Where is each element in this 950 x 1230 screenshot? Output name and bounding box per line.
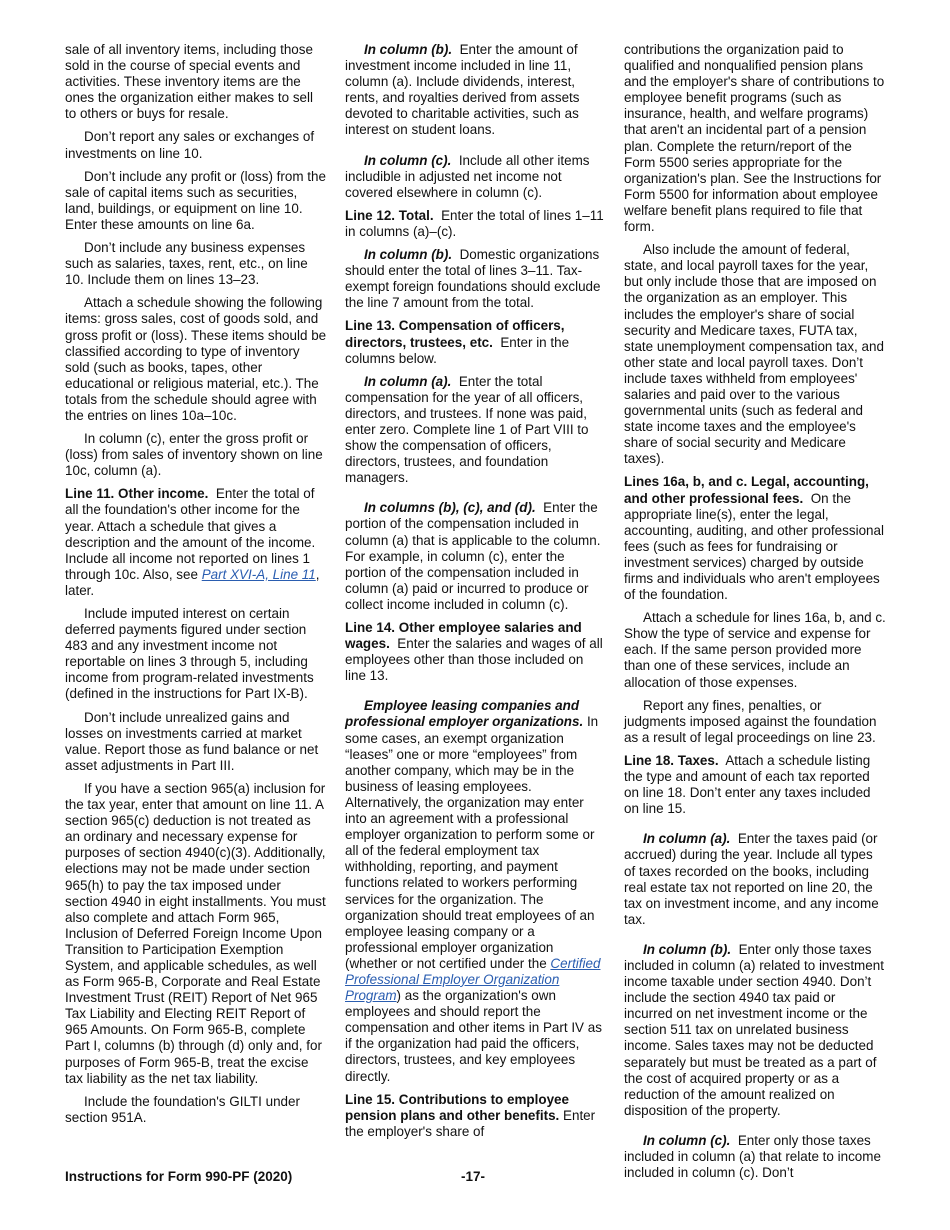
- paragraph: Don’t report any sales or exchanges of investments on line 10.: [65, 129, 315, 161]
- paragraph: Don’t include any business expenses such as salaries, taxes, rent, etc., on line 10. Include them on lines 13–23.: [65, 240, 308, 288]
- line-18-column-a-heading: In column (a).: [643, 831, 731, 847]
- paragraph: Don’t include any profit or (loss) from the sale of capital items such as securities, land, buildings, or equipment on line 10. Enter these amounts on line 6a.: [65, 168, 326, 232]
- column-middle: [345, 42, 607, 1147]
- line-18-column-b-heading: In column (b).: [643, 941, 732, 957]
- line-12-column-b: [345, 247, 607, 311]
- line-18-section: [624, 753, 886, 817]
- line-13-heading: Line 13. Compensation of officers, directors, trustees, etc.: [345, 318, 565, 350]
- line-18-column-a: [624, 831, 886, 928]
- leasing-section: [345, 698, 607, 1084]
- line-11-text: Enter the total of all the foundation's other income for the year. Attach a schedule that gives a description and the amount of the income. Include all income not reported on lines 1 through 10c. Also, see: [65, 486, 316, 582]
- line-13-column-a: [345, 374, 607, 487]
- paragraph: If you have a section 965(a) inclusion for the tax year, enter that amount on line 11. A section 965(c) deduction is not treated as an ordinary and necessary expense for purposes of section 4940(c)(3). Additionally, elections may not be made under section 965(h) to pay the tax imposed under section 4940 in eight installments. You must also complete and attach Form 965, Inclusion of Deferred Foreign Income Upon Transition to Participation Exemption System, and applicable schedules, as well as Form 965-B, Corporate and Real Estate Investment Trust (REIT) Report of Net 965 Tax Liability and Electing REIT Report of 965 Amounts. On Form 965-B, complete Part I, columns (b) through (d) only and, for purposes of Form 965-B, treat the excise tax liability as the net tax liability.: [65, 780, 326, 1086]
- paragraph: Report any fines, penalties, or judgments imposed against the foundation as a result of legal proceedings on line 23.: [624, 697, 877, 745]
- line-12-heading: Line 12. Total.: [345, 207, 434, 223]
- line-18-heading: Line 18. Taxes.: [624, 752, 719, 768]
- column-b-text: Enter the amount of investment income included in line 11, column (a). Include dividends, interest, rents, and royalties derived from assets devoted to charitable activities, such as interest on student loans.: [345, 42, 580, 138]
- paragraph: sale of all inventory items, including those sold in the course of special events and activities. These inventory items are the ones the organization either makes to sell to others or buys for resale.: [65, 42, 313, 122]
- paragraph: Don’t include unrealized gains and losses on investments carried at market value. Report those as fund balance or net asset adjustments in Part III.: [65, 709, 319, 773]
- line-13-column-a-heading: In column (a).: [364, 373, 452, 389]
- line-12-column-b-heading: In column (b).: [364, 247, 453, 263]
- column-b-heading: In column (b).: [364, 42, 453, 57]
- paragraph: In column (c), enter the gross profit or (loss) from sales of inventory shown on line 10c, column (a).: [65, 431, 323, 479]
- line-18-column-c: [624, 1133, 886, 1181]
- line-18-column-a-text: Enter the taxes paid (or accrued) during the year. Include all types of taxes recorded on the books, including real estate tax not reported on line 20, the tax on investment income, and any income tax.: [624, 831, 879, 927]
- line-11-text-end: , later.: [65, 566, 320, 598]
- line-13-column-a-text: Enter the total compensation for the year of all officers, directors, and trustees. If none was paid, enter zero. Complete line 1 of Part VIII to show the compensation of officers, directors, trustees, and foundation managers.: [345, 373, 589, 486]
- column-left: [65, 42, 327, 1133]
- line-18-column-b: [624, 942, 886, 1119]
- line-13-text: Enter in the columns below.: [345, 334, 570, 366]
- paragraph: contributions the organization paid to qualified and nonqualified pension plans and the employer's share of contributions to employee benefit programs (such as insurance, health, and welfare programs) that aren't an incidental part of a pension plan. Complete the return/report of the Form 5500 series appropriate for the organization's plan. See the Instructions for Form 5500 for information about employee welfare benefit plans required to file that form.: [624, 42, 885, 235]
- column-right: [624, 42, 886, 1188]
- line-18-text: Attach a schedule listing the type and amount of each tax reported on line 18. Don’t enter any taxes included on line 15.: [624, 752, 871, 817]
- column-c-section: [345, 153, 607, 201]
- page-number: -17-: [461, 1169, 486, 1184]
- leasing-text: In some cases, an exempt organization “leases” one or more “employees” from another company, which may be in the business of leasing employees. Alternatively, the organization may enter into an agreement with a professional employer organization to perform some or all of the federal employment tax withholding, reporting, and payment functions related to workers performing services for the organization. The organization should treat employees of an employee leasing company or a professional employer organization (whether or not certified under the: [345, 714, 599, 971]
- line-14-heading: Line 14. Other employee salaries and wages.: [345, 620, 582, 652]
- line-13-columns-bcd-text: Enter the portion of the compensation included in column (a) that is applicable to the column. For example, in column (c), enter the portion of the compensation included in column (a) paid or incurred to produce or collect income included in column (c).: [345, 500, 601, 612]
- line-18-column-b-text: Enter only those taxes included in column (a) related to investment income taxable under section 4940. Don’t include the section 4940 tax paid or incurred on net investment income or the section 511 tax on unrelated business income. Sales taxes may not be deducted separately but must be treated as a part of the cost of acquired property or as a reduction of the amount realized on disposition of the property.: [624, 941, 884, 1118]
- line-13-columns-bcd-heading: In columns (b), (c), and (d).: [364, 500, 536, 516]
- paragraph: Include imputed interest on certain deferred payments figured under section 483 and any investment income not reportable on lines 3 through 5, including income from program-related investments (defined in the instructions for Part IX-B).: [65, 606, 314, 702]
- paragraph: Include the foundation's GILTI under section 951A.: [65, 1093, 300, 1125]
- line-13-columns-bcd: [345, 500, 607, 613]
- line-12-column-b-text: Domestic organizations should enter the total of lines 3–11. Tax-exempt foreign foundations should exclude the line 7 amount from the total.: [345, 247, 601, 311]
- cpeo-program-link[interactable]: Certified Professional Employer Organization Program: [345, 955, 601, 1004]
- line-16-heading: Lines 16a, b, and c. Legal, accounting, and other professional fees.: [624, 474, 869, 506]
- line-12-text: Enter the total of lines 1–11 in columns (a)–(c).: [345, 207, 604, 239]
- part-xvi-a-link[interactable]: Part XVI-A, Line 11: [201, 566, 316, 582]
- line-14-text: Enter the salaries and wages of all employees other than those included on line 13.: [345, 636, 603, 684]
- line-18-column-c-heading: In column (c).: [643, 1132, 731, 1148]
- column-b-section: [345, 42, 607, 139]
- column-c-heading: In column (c).: [364, 152, 452, 168]
- paragraph: Attach a schedule showing the following items: gross sales, cost of goods sold, and gross profit or (loss). These items should be classified according to type of inventory sold (such as books, tapes, other educational or religious material, etc.). The totals from the schedule should agree with the entries on lines 10a–10c.: [65, 295, 327, 423]
- line-16-text: On the appropriate line(s), enter the legal, accounting, auditing, and other professional fees (such as fees for fundraising or investment services) charged by outside firms and individuals who aren't employees of the foundation.: [624, 490, 884, 603]
- paragraph: Attach a schedule for lines 16a, b, and c. Show the type of service and expense for each. If the same person provided more than one of these services, include an allocation of those expenses.: [624, 610, 886, 690]
- footer-form-title: Instructions for Form 990-PF (2020): [65, 1169, 293, 1184]
- line-16-section: [624, 474, 886, 603]
- line-15-section: [345, 1092, 607, 1140]
- line-11-heading: Line 11. Other income.: [65, 486, 209, 502]
- paragraph: Also include the amount of federal, state, and local payroll taxes for the year, but only include those that are imposed on the organization as an employer. This includes the employer's share of social security and Medicare taxes, FUTA tax, state unemployment compensation tax, and other state and local payroll taxes. Don’t include taxes withheld from employees' salaries and paid over to the various governmental units (such as federal and state income taxes and the employee's share of social security and Medicare taxes).: [624, 242, 884, 467]
- line-13-section: [345, 318, 607, 366]
- line-12-section: [345, 208, 607, 240]
- leasing-heading: Employee leasing companies and professional employer organizations.: [345, 698, 584, 730]
- line-11-section: [65, 486, 327, 599]
- leasing-text-end: ) as the organization's own employees and should report the compensation and other items in Part IV as if the organization had paid the officers, directors, trustees, and key employees directly.: [345, 988, 602, 1084]
- line-14-section: [345, 620, 607, 684]
- line-15-text: Enter the employer's share of: [345, 1107, 596, 1139]
- column-c-text: Include all other items includible in adjusted net income not covered elsewhere in column (c).: [345, 152, 590, 200]
- line-18-column-c-text: Enter only those taxes included in column (a) that relate to income included in column (c). Don’t: [624, 1132, 881, 1181]
- line-15-heading: Line 15. Contributions to employee pension plans and other benefits.: [345, 1091, 569, 1123]
